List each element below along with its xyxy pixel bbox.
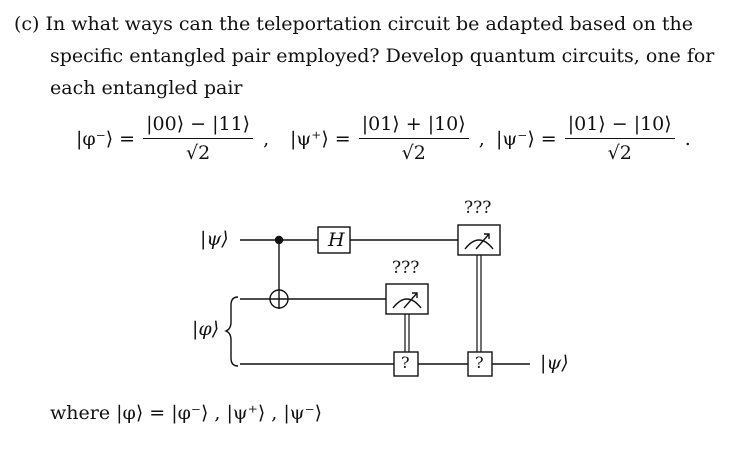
correction-gate-1-label: ? [401,353,410,372]
cnot-target [270,290,288,308]
equation-separator: . [684,127,691,150]
equation-lhs: |ψ⁻⟩ = [496,127,557,150]
hadamard-label: H [328,229,345,251]
input-psi-label: |ψ⟩ [200,228,229,250]
output-psi-label: |ψ⟩ [540,352,569,374]
equation-denominator: √2 [401,142,426,164]
equation-numerator: |01⟩ + |10⟩ [359,112,469,139]
question-line-2: specific entangled pair employed? Develop quantum circuits, one for [50,45,715,67]
equation-separator: , [263,127,270,150]
equation-numerator: |00⟩ − |11⟩ [143,112,253,139]
footer-where: where |φ⟩ = |φ⁻⟩ , |ψ⁺⟩ , |ψ⁻⟩ [50,402,323,424]
equation-denominator: √2 [186,142,211,164]
input-varphi-label: |φ⟩ [192,318,220,340]
equation-lhs: |φ⁻⟩ = [76,127,136,150]
measure-top-label: ??? [464,198,492,218]
control-dot [275,236,283,244]
measure-mid-label: ??? [392,258,420,278]
question-line-3: each entangled pair [50,77,243,99]
correction-gate-2-label: ? [475,353,484,372]
question-line-1: (c) In what ways can the teleportation circuit be adapted based on the [14,13,694,35]
brace [226,297,238,366]
equation-lhs: |ψ⁺⟩ = [290,127,351,150]
equation-numerator: |01⟩ − |10⟩ [565,112,675,139]
equation-denominator: √2 [607,142,632,164]
equation-separator: , [478,127,485,150]
